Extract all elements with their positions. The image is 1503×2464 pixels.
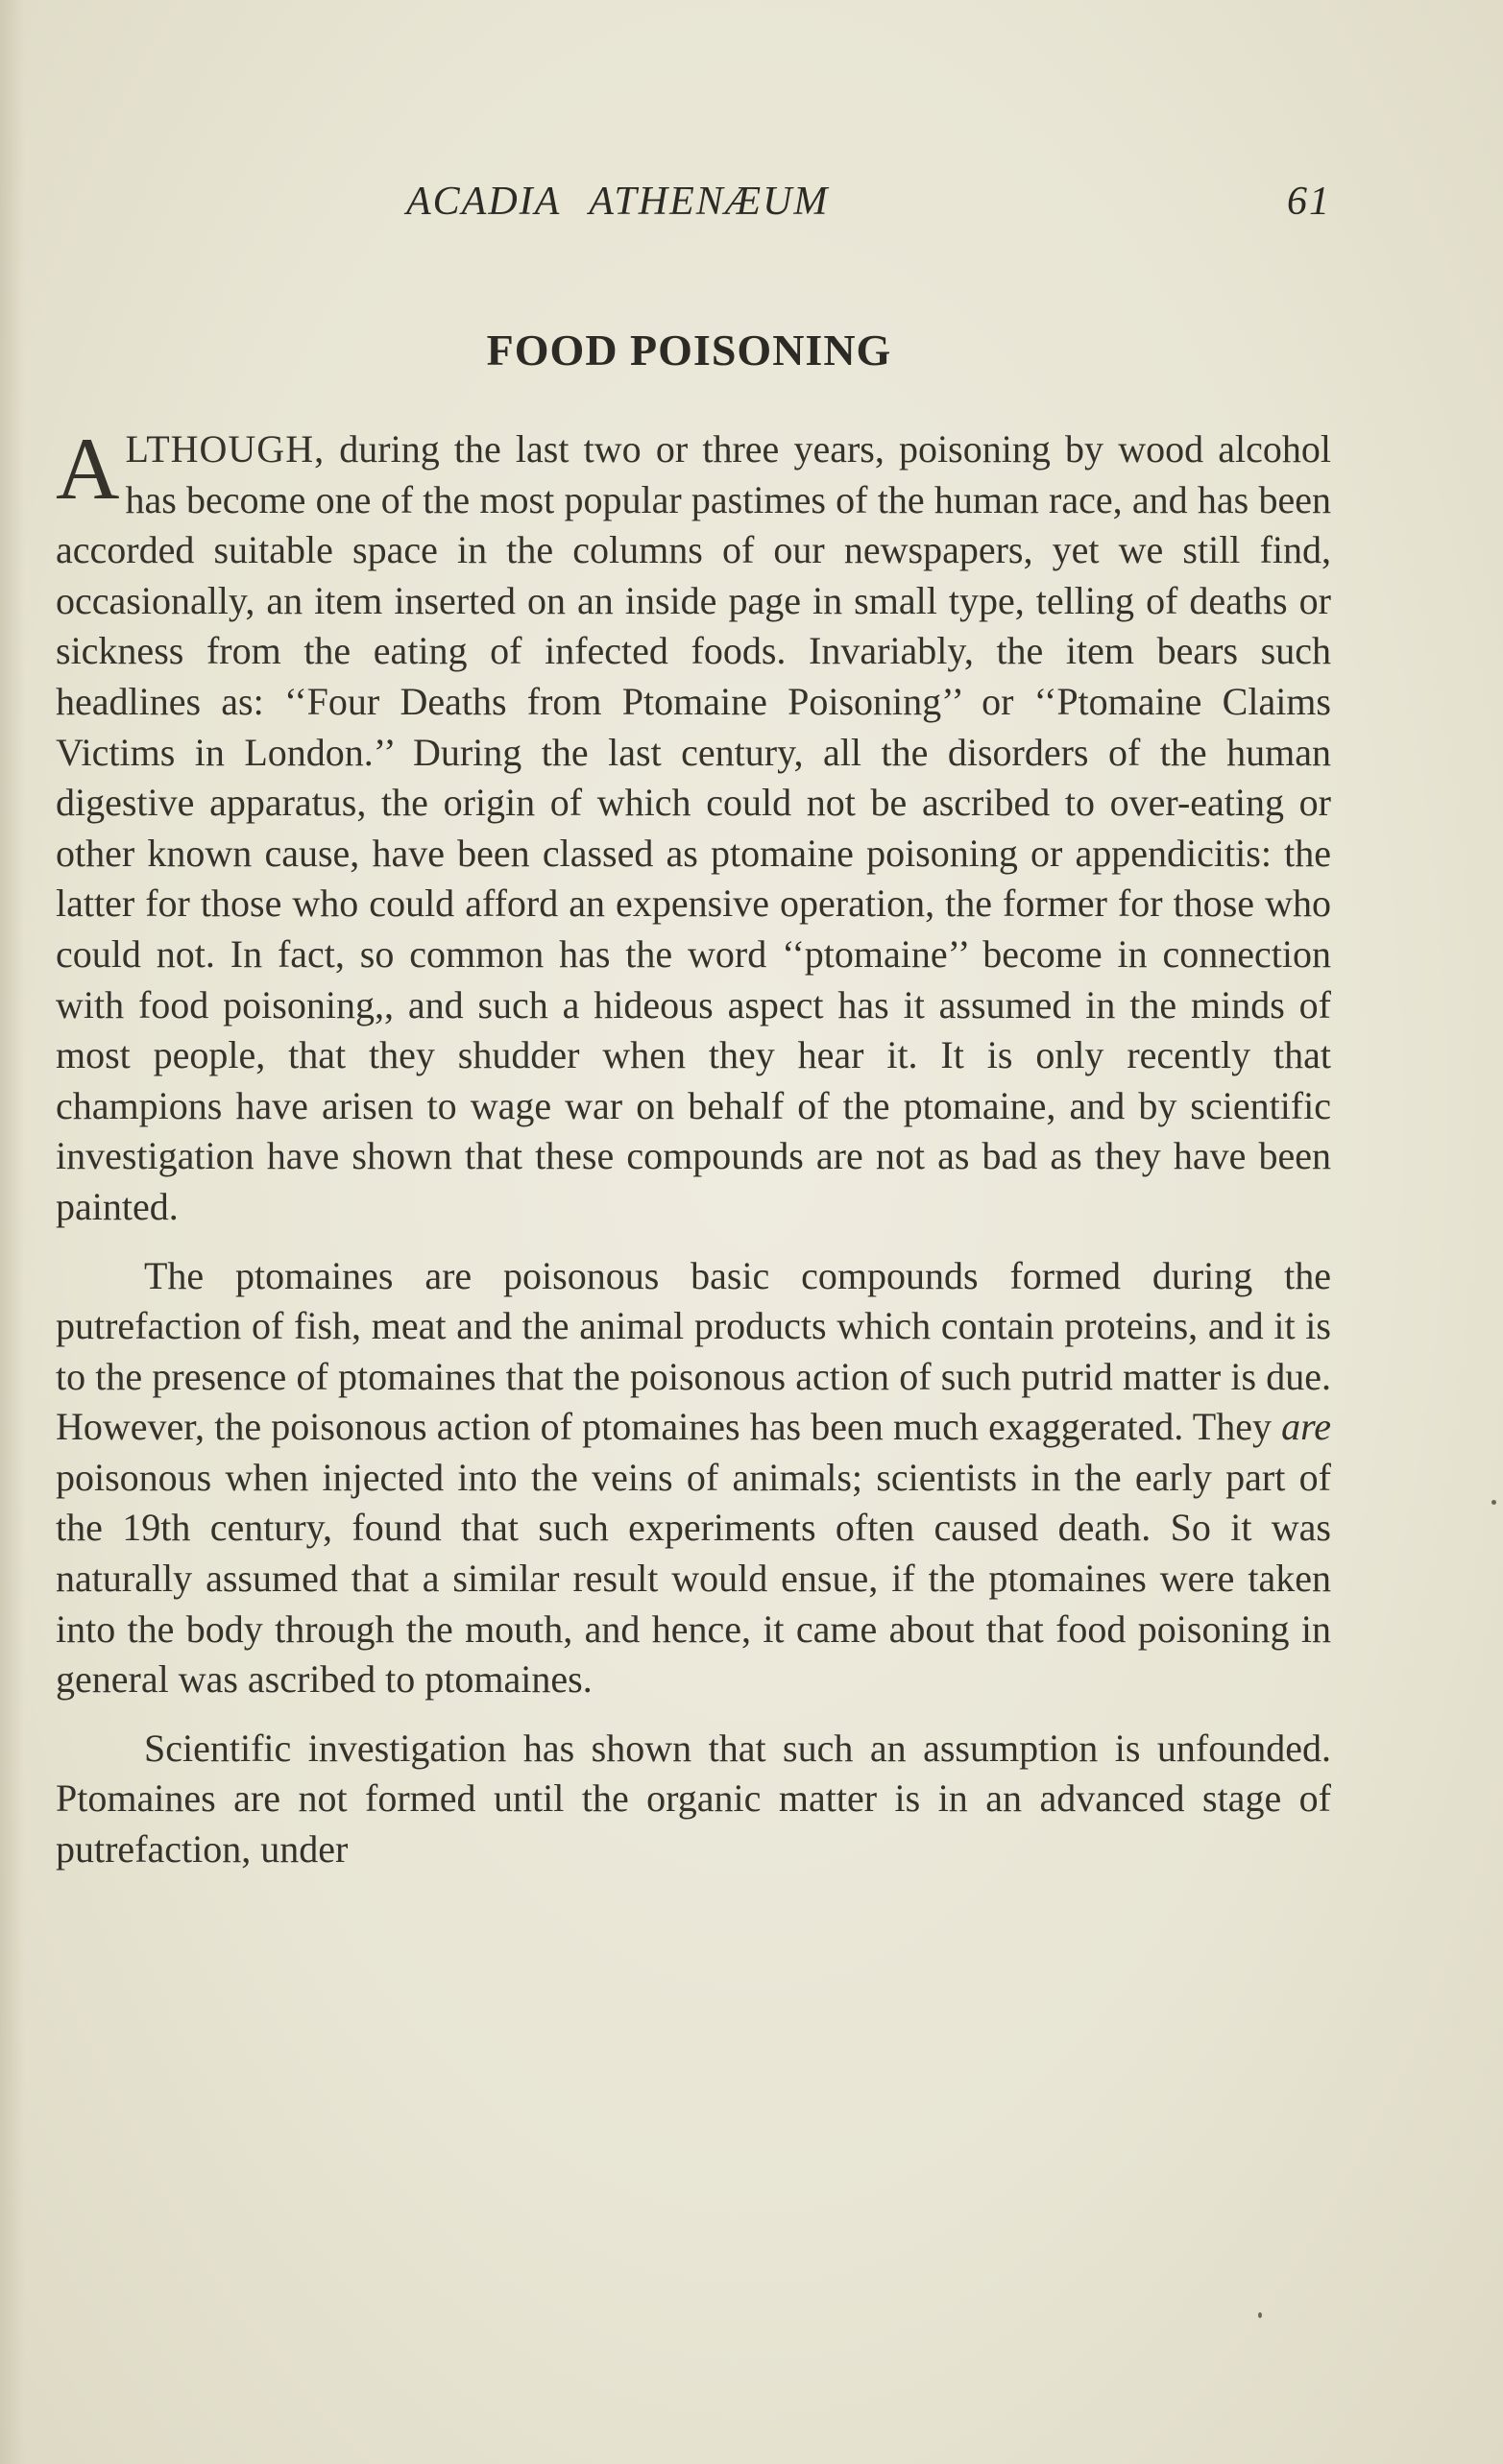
- paragraph-3: [56, 1724, 1331, 1875]
- drop-cap: A: [56, 420, 120, 518]
- running-head: [56, 179, 1331, 236]
- page-speck: [1258, 2312, 1262, 2318]
- paragraph-1: [56, 420, 1331, 1233]
- paragraph-2-text-b: poisonous when injected into the veins of animals; scientists in the early part of the 19th century, found that such experiments often caused death. So it was naturally assumed that a similar result would ensue, if the ptomaines were taken into the body through the mouth, and hence, it came about that food poisoning in general was ascribed to ptomaines.: [56, 1455, 1331, 1702]
- emphasis-are: are: [1281, 1405, 1331, 1449]
- paragraph-2: [56, 1251, 1331, 1705]
- paragraph-2-text-a: The ptomaines are poisonous basic compounds formed during the putrefaction of fish, meat and the animal products which contain proteins, and it is to the presence of ptomaines that the poisonous action of such putrid matter is due. However, the poisonous action of ptomaines has been much exaggerated. They: [56, 1253, 1331, 1449]
- page-speck: [1491, 1500, 1496, 1505]
- opening-word: LTHOUGH,: [125, 427, 326, 471]
- running-title: ACADIA ATHENÆUM: [406, 180, 830, 224]
- article-body: [56, 420, 1331, 1875]
- page-number: 61: [1287, 180, 1331, 224]
- paragraph-1-text: during the last two or three years, poisoning by wood alcohol has become one of the most popular pastimes of the human race, and has been accorded suitable space in the columns of our newspapers, yet we still find, occasionally, an item inserted on an inside page in small type, telling of deaths or sickness from the eating of infected foods. Invariably, the item bears such headlines as: ‘‘Four Deaths from Ptomaine Poisoning’’ or ‘‘Ptomaine Claims Victims in London.’’ During the last century, all the disorders of the human digestive apparatus, the origin of which could not be ascribed to over-eating or other known cause, have been classed as ptomaine poisoning or appendicitis: the latter for those who could afford an expensive operation, the former for those who could not. In fact, so common has the word ‘‘ptomaine’’ become in connection with food poisoning,, and such a hideous aspect has it assumed in the minds of most people, that they shudder when they hear it. It is only recently that champions have arisen to wage war on behalf of the ptomaine, and by scientific investigation have shown that these compounds are not as bad as they have been painted.: [56, 427, 1331, 1228]
- paragraph-3-text: Scientific investigation has shown that such an assumption is unfounded. Ptomaines are not formed until the organic matter is in an advanced stage of putrefaction, under: [56, 1726, 1331, 1872]
- article-title: FOOD POISONING: [486, 326, 892, 374]
